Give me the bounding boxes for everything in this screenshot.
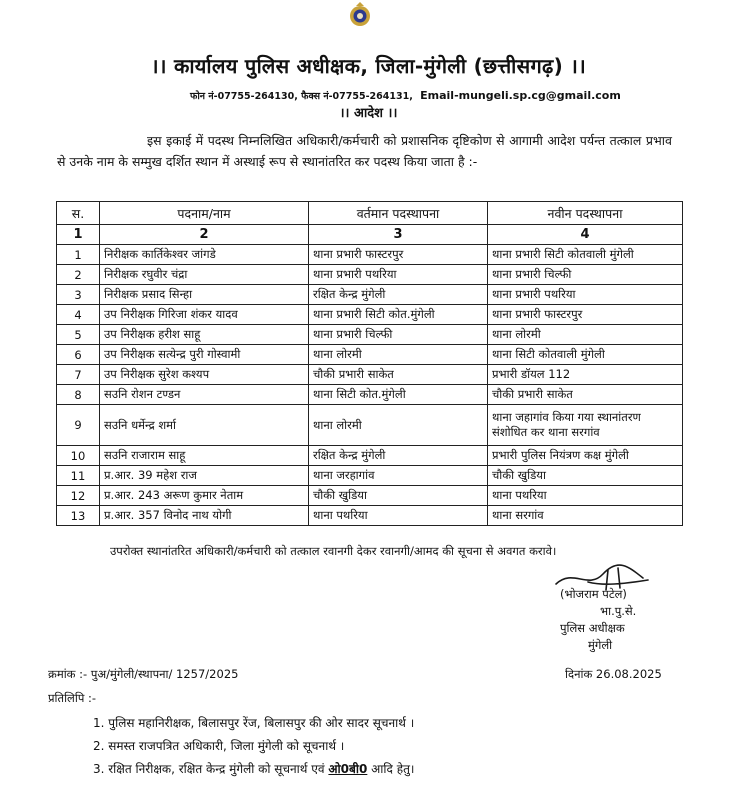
instruction-note: उपरोक्त स्थानांतरित अधिकारी/कर्मचारी को तत्काल रवानगी देकर रवानगी/आमद की सूचना से अवगत करावे। [110, 544, 557, 558]
cell-new-posting: थाना लोरमी [488, 325, 683, 345]
list-item-emphasis: ओ0बी0 [328, 762, 368, 776]
cell-serial: 5 [57, 325, 100, 345]
cell-new-posting: थाना सिटी कोतवाली मुंगेली [488, 345, 683, 365]
order-date: दिनांक 26.08.2025 [565, 667, 662, 681]
cell-serial: 9 [57, 405, 100, 446]
cell-current-posting: थाना प्रभारी चिल्फी [309, 325, 488, 345]
table-row [57, 265, 683, 285]
cell-name: प्र.आर. 39 महेश राज [100, 466, 309, 486]
cell-current-posting: चौकी प्रभारी साकेत [309, 365, 488, 385]
page-title: ।। कार्यालय पुलिस अधीक्षक, जिला-मुंगेली (छत्तीसगढ़) ।। [150, 54, 587, 78]
intro-text: इस इकाई में पदस्थ निम्नलिखित अधिकारी/कर्मचारी को प्रशासनिक दृष्टिकोण से आगामी आदेश पर्यन्त तत्काल प्रभाव से उनके नाम के सम्मुख दर्शित स्थान में अस्थाई रूप से स्थानांतरित कर पदस्थ किया जाता है :- [57, 133, 672, 169]
table-row [57, 305, 683, 325]
column-number: 2 [100, 225, 309, 245]
table-row [57, 325, 683, 345]
cell-current-posting: थाना लोरमी [309, 345, 488, 365]
table-row [57, 405, 683, 446]
copy-to-label: प्रतिलिपि :- [48, 691, 97, 705]
header-new-posting: नवीन पदस्थापना [488, 202, 683, 225]
cell-new-posting: चौकी खुडिया [488, 466, 683, 486]
cell-serial: 12 [57, 486, 100, 506]
cell-name: उप निरीक्षक सुरेश कश्यप [100, 365, 309, 385]
cell-name: सउनि रोशन टण्डन [100, 385, 309, 405]
column-number: 4 [488, 225, 683, 245]
cell-serial: 4 [57, 305, 100, 325]
table-row [57, 365, 683, 385]
signatory-block [560, 586, 636, 654]
cell-name: निरीक्षक रघुवीर चंद्रा [100, 265, 309, 285]
cell-new-posting: प्रभारी पुलिस नियंत्रण कक्ष मुंगेली [488, 446, 683, 466]
cell-serial: 6 [57, 345, 100, 365]
cell-current-posting: रक्षित केन्द्र मुंगेली [309, 446, 488, 466]
cell-new-posting: थाना प्रभारी चिल्फी [488, 265, 683, 285]
column-number: 3 [309, 225, 488, 245]
list-item-prefix: 3. रक्षित निरीक्षक, रक्षित केन्द्र मुंगेली को सूचनार्थ एवं [93, 762, 329, 776]
signatory-designation: पुलिस अधीक्षक [560, 621, 625, 635]
column-number: 1 [57, 225, 100, 245]
transfer-table [56, 201, 683, 526]
cell-name: उप निरीक्षक गिरिजा शंकर यादव [100, 305, 309, 325]
signatory-service: भा.पु.से. [600, 604, 637, 618]
list-item [93, 758, 414, 781]
cell-new-posting: चौकी प्रभारी साकेत [488, 385, 683, 405]
cell-new-posting: थाना पथरिया [488, 486, 683, 506]
table-row [57, 486, 683, 506]
list-item: 1. पुलिस महानिरीक्षक, बिलासपुर रेंज, बिलासपुर की ओर सादर सूचनार्थ । [93, 716, 415, 730]
cell-name: उप निरीक्षक हरीश साहू [100, 325, 309, 345]
list-item-suffix: आदि हेतु। [367, 762, 415, 776]
column-number-row [57, 225, 683, 245]
header-current-posting: वर्तमान पदस्थापना [309, 202, 488, 225]
table-row [57, 245, 683, 265]
cell-serial: 8 [57, 385, 100, 405]
cell-serial: 10 [57, 446, 100, 466]
cell-name: निरीक्षक प्रसाद सिन्हा [100, 285, 309, 305]
cell-serial: 3 [57, 285, 100, 305]
table-row [57, 285, 683, 305]
cell-new-posting: थाना प्रभारी पथरिया [488, 285, 683, 305]
order-heading: ।। आदेश ।। [339, 106, 398, 121]
cell-current-posting: थाना जरहागांव [309, 466, 488, 486]
reference-number: क्रमांक :- पुअ/मुंगेली/स्थापना/ 1257/2025 [48, 667, 239, 681]
table-row [57, 446, 683, 466]
contact-line [190, 89, 621, 102]
cell-name: प्र.आर. 243 अरूण कुमार नेताम [100, 486, 309, 506]
table-header-row [57, 202, 683, 225]
intro-paragraph [57, 130, 672, 172]
email-text: Email-mungeli.sp.cg@gmail.com [420, 89, 621, 102]
police-emblem-icon [347, 2, 373, 28]
cell-serial: 11 [57, 466, 100, 486]
header-serial: स. [57, 202, 100, 225]
cell-name: सउनि धर्मेन्द्र शर्मा [100, 405, 309, 446]
cell-serial: 13 [57, 506, 100, 526]
cell-name: उप निरीक्षक सत्येन्द्र पुरी गोस्वामी [100, 345, 309, 365]
cell-current-posting: थाना प्रभारी पथरिया [309, 265, 488, 285]
cell-current-posting: थाना लोरमी [309, 405, 488, 446]
cell-name: सउनि राजाराम साहू [100, 446, 309, 466]
table-row [57, 345, 683, 365]
copy-to-list [93, 712, 414, 781]
table-row [57, 506, 683, 526]
cell-new-posting: प्रभारी डॉयल 112 [488, 365, 683, 385]
table-row [57, 385, 683, 405]
cell-serial: 7 [57, 365, 100, 385]
cell-current-posting: थाना पथरिया [309, 506, 488, 526]
cell-name: प्र.आर. 357 विनोद नाथ योगी [100, 506, 309, 526]
cell-current-posting: चौकी खुडिया [309, 486, 488, 506]
cell-new-posting: थाना जहागांव किया गया स्थानांतरण संशोधित कर थाना सरगांव [488, 405, 683, 446]
cell-serial: 2 [57, 265, 100, 285]
signatory-district: मुंगेली [588, 638, 613, 652]
table-row [57, 466, 683, 486]
cell-serial: 1 [57, 245, 100, 265]
signatory-name: (भोजराम पटेल) [560, 587, 627, 601]
cell-current-posting: थाना प्रभारी फास्टरपुर [309, 245, 488, 265]
cell-new-posting: थाना सरगांव [488, 506, 683, 526]
cell-current-posting: थाना प्रभारी सिटी कोत.मुंगेली [309, 305, 488, 325]
header-name: पदनाम/नाम [100, 202, 309, 225]
cell-new-posting: थाना प्रभारी फास्टरपुर [488, 305, 683, 325]
phone-fax-text: फोन नं-07755-264130, फैक्स नं-07755-264131, [190, 91, 413, 102]
cell-current-posting: रक्षित केन्द्र मुंगेली [309, 285, 488, 305]
cell-name: निरीक्षक कार्तिकेश्वर जांगडे [100, 245, 309, 265]
cell-new-posting: थाना प्रभारी सिटी कोतवाली मुंगेली [488, 245, 683, 265]
list-item: 2. समस्त राजपत्रित अधिकारी, जिला मुंगेली को सूचनार्थ । [93, 739, 345, 753]
cell-current-posting: थाना सिटी कोत.मुंगेली [309, 385, 488, 405]
